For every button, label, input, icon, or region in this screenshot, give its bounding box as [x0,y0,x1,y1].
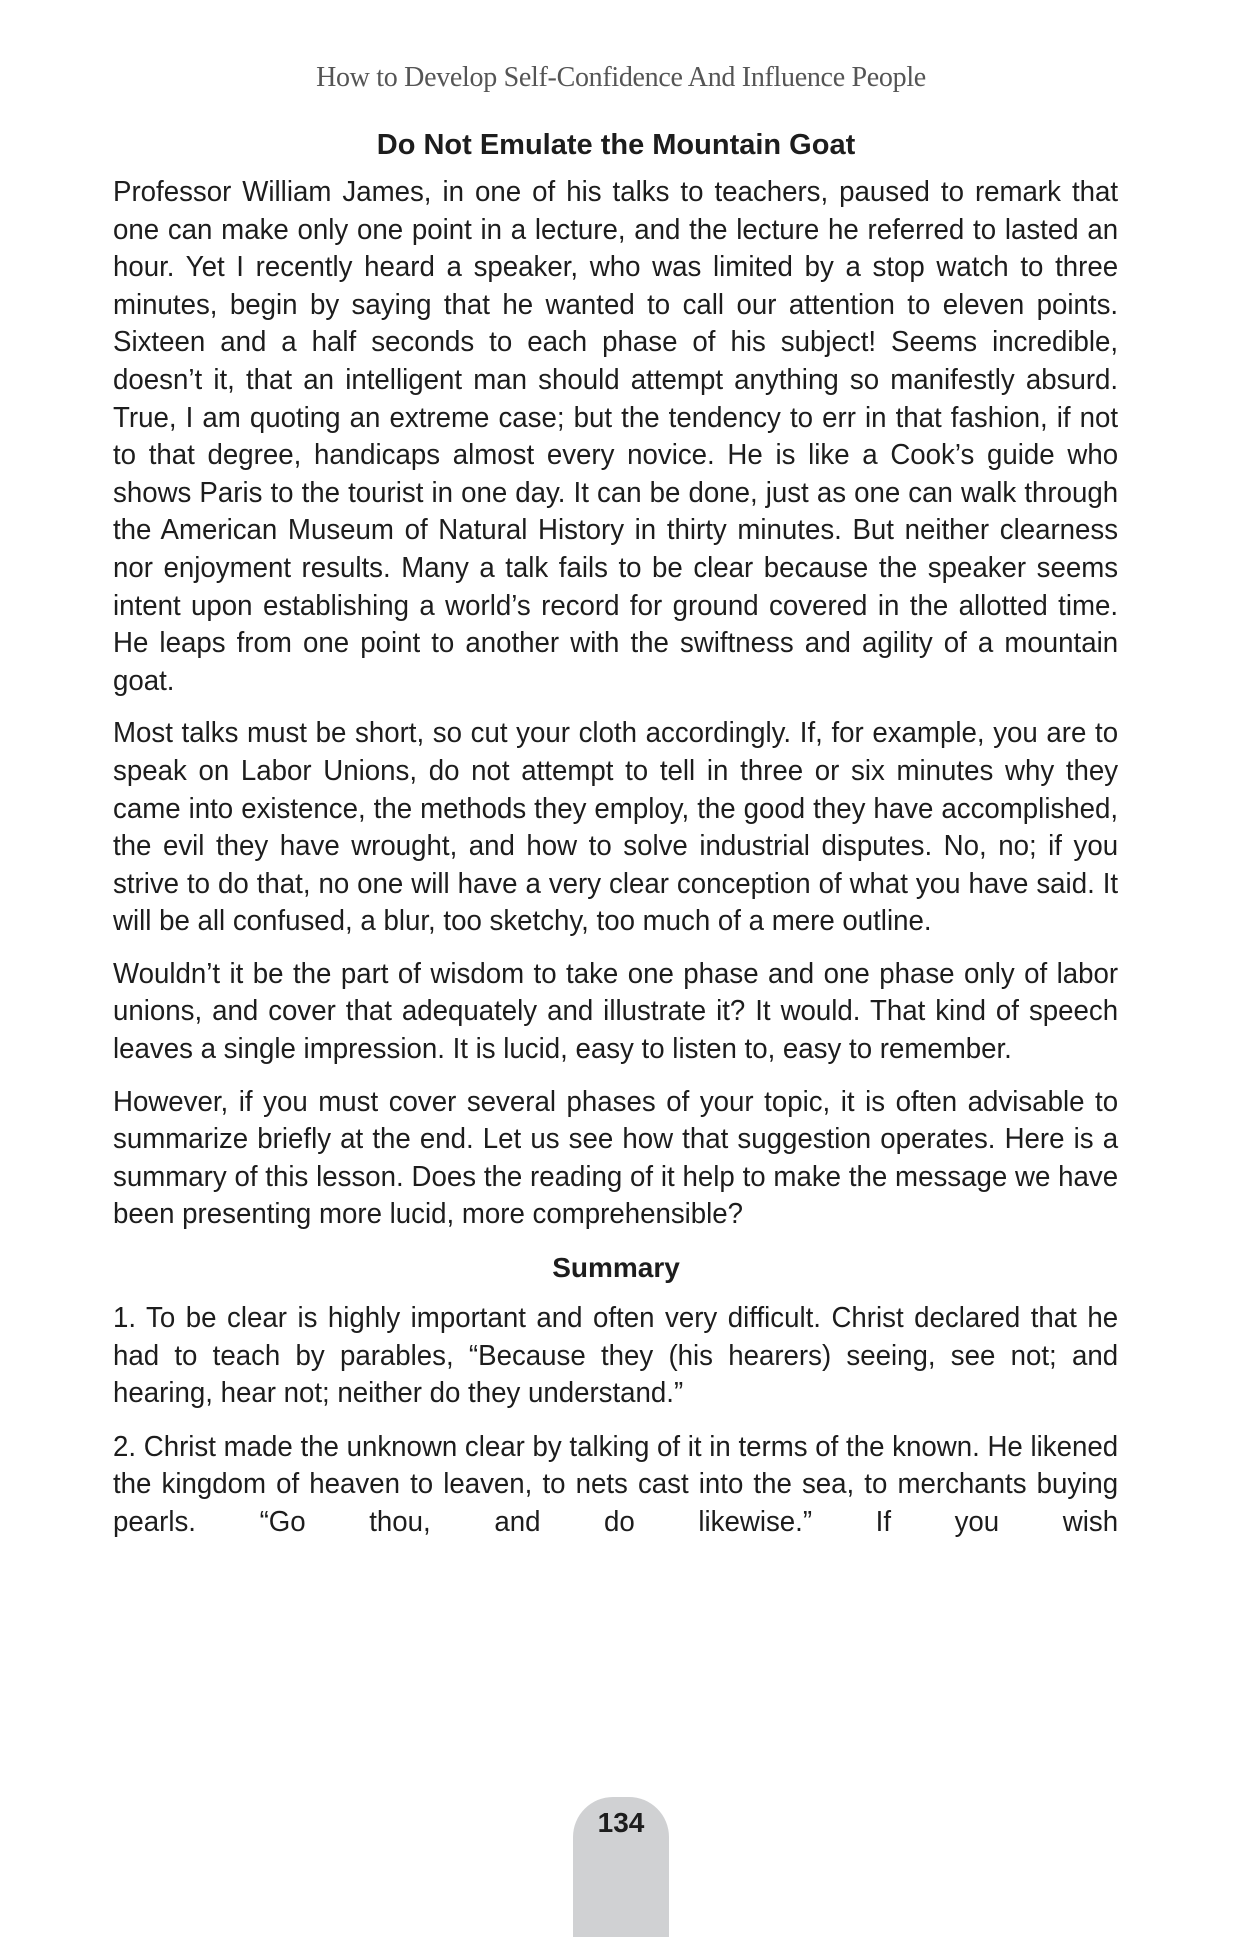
page-content [113,126,1119,1558]
page-number: 134 [597,1807,645,1838]
running-head: How to Develop Self-Confidence And Influence People [316,62,926,93]
paragraph: Wouldn’t it be the part of wisdom to take one phase and one phase only of labor unions, and cover that adequately and illustrate it? It would. That kind of speech leaves a single impression. It is lucid, easy to listen to, easy to remember. [113,957,1119,1066]
page-number-tab [573,1797,669,1937]
paragraph: Most talks must be short, so cut your cloth accordingly. If, for example, you are to speak on Labor Unions, do not attempt to tell in three or six minutes why they came into existence, the methods they employ, the good they have accomplished, the evil they have wrought, and how to solve industrial disputes. No, no; if you strive to do that, no one will have a very clear conception of what you have said. It will be all confused, a blur, too sketchy, too much of a mere outline. [113,717,1119,938]
summary-item: 2. Christ made the unknown clear by talking of it in terms of the known. He likened the kingdom of heaven to leaven, to nets cast into the sea, to merchants buying pearls. “Go thou, and do likewise.” If you wish [113,1430,1119,1538]
section-title: Do Not Emulate the Mountain Goat [376,129,856,161]
paragraph: Professor William James, in one of his talks to teachers, paused to remark that one can make only one point in a lecture, and the lecture he referred to lasted an hour. Yet I recently heard a speaker, who was limited by a stop watch to three minutes, begin by saying that he wanted to call our attention to eleven points. Sixteen and a half seconds to each phase of his subject! Seems incredible, doesn’t it, that an intelligent man should attempt anything so manifestly absurd. True, I am quoting an extreme case; but the tendency to err in that fashion, if not to that degree, handicaps almost every novice. He is like a Cook’s guide who shows Paris to the tourist in one day. It can be done, just as one can walk through the American Museum of Natural History in thirty minutes. But neither clearness nor enjoyment results. Many a talk fails to be clear because the speaker seems intent upon establishing a world’s record for ground covered in the allotted time. He leaps from one point to another with the swiftness and agility of a mountain goat. [113,176,1119,697]
summary-title: Summary [552,1252,680,1284]
paragraph: However, if you must cover several phases of your topic, it is often advisable to summarize briefly at the end. Let us see how that suggestion operates. Here is a summary of this lesson. Does the reading of it help to make the message we have been presenting more lucid, more comprehensible? [113,1085,1119,1231]
summary-item: 1. To be clear is highly important and often very difficult. Christ declared that he had to teach by parables, “Because they (his hearers) seeing, see not; and hearing, hear not; neither do they understand.” [113,1302,1119,1410]
